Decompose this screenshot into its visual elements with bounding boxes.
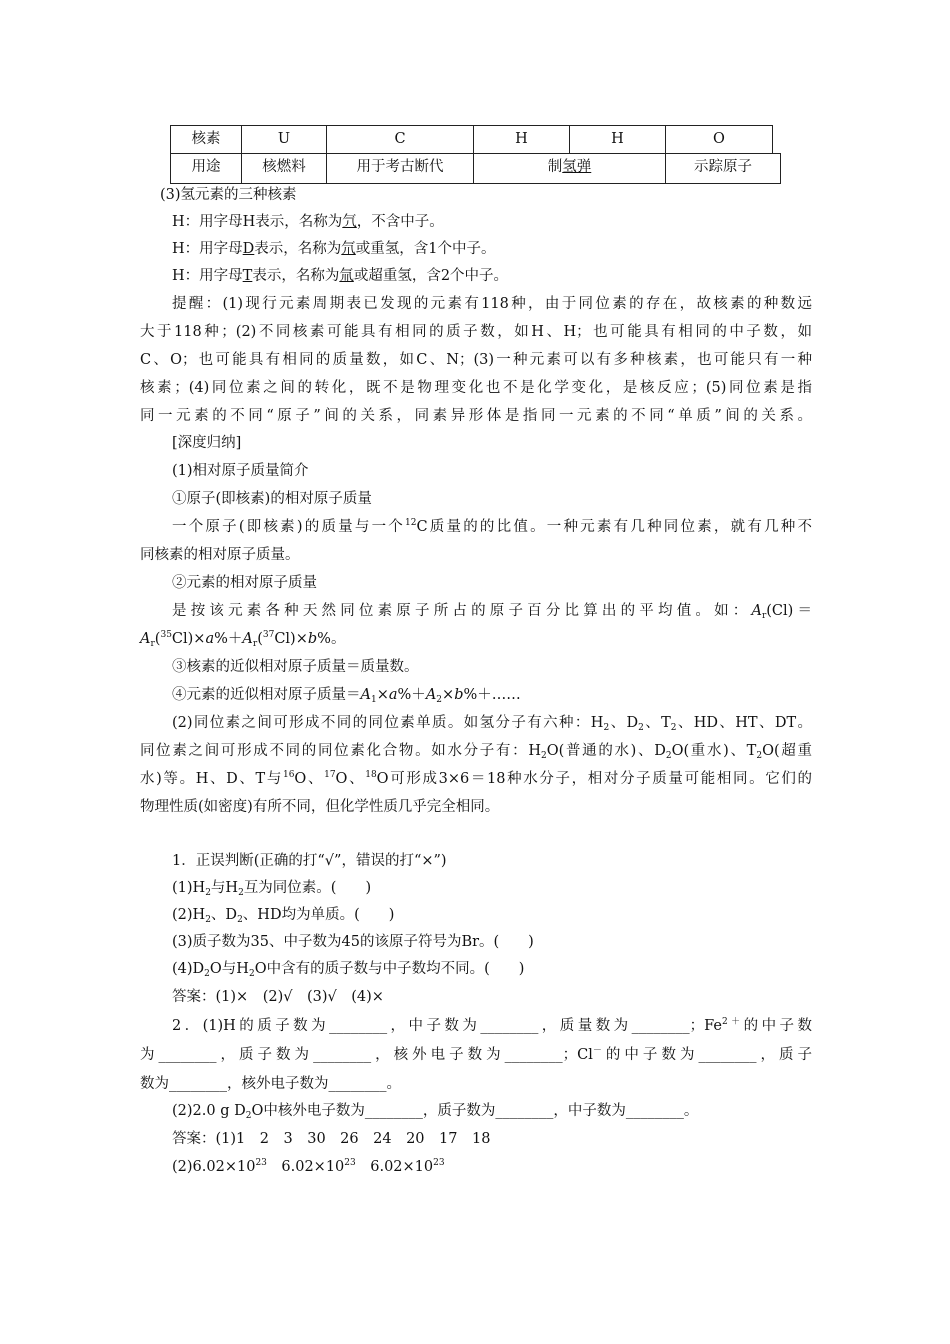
text: × xyxy=(376,687,389,703)
text: O(重水)、T xyxy=(671,743,757,759)
answer-line xyxy=(172,1157,445,1177)
text: O、 xyxy=(294,771,325,787)
underlined-text: 氘 xyxy=(341,241,356,257)
table-cell: 用途 xyxy=(170,153,242,184)
text: %＋…… xyxy=(463,687,521,703)
table-cell: O xyxy=(665,125,773,154)
superscript: 18 xyxy=(365,770,377,780)
paragraph-line: ③核素的近似相对原子质量＝质量数。 xyxy=(172,659,419,675)
italic-text: A xyxy=(242,631,253,647)
italic-text: A xyxy=(751,603,762,619)
table-cell: 用于考古断代 xyxy=(326,153,474,184)
section-heading: [深度归纳] xyxy=(172,435,242,451)
italic-text: a xyxy=(388,687,398,703)
subscript: 2 xyxy=(638,723,644,733)
text: 、D xyxy=(210,907,238,923)
paragraph-line xyxy=(172,713,812,733)
text: Cl)× xyxy=(171,631,206,647)
text: (Cl)＝ xyxy=(766,603,813,619)
paragraph-line: 物理性质(如密度)有所不同，但化学性质几乎完全相同。 xyxy=(140,799,500,815)
subscript: 2 xyxy=(205,915,211,925)
table-cell: H xyxy=(569,125,666,154)
text: O、 xyxy=(335,771,366,787)
superscript: 2＋ xyxy=(721,1017,744,1027)
underlined-text: T xyxy=(242,268,253,284)
text: (2)6.02×10 xyxy=(172,1159,256,1175)
table-cell: C xyxy=(326,125,474,154)
question-item xyxy=(172,905,394,925)
text: 或重氢，含1个中子。 xyxy=(355,241,496,257)
text: 6.02×10 xyxy=(355,1159,434,1175)
text: O(超重 xyxy=(762,743,813,759)
text: (2)2.0 g D xyxy=(172,1103,246,1119)
text: %＋ xyxy=(397,687,426,703)
text: × xyxy=(442,687,455,703)
paragraph-line: 提醒：(1)现行元素周期表已发现的元素有118种，由于同位素的存在，故核素的种数远 xyxy=(172,296,812,312)
italic-text: A xyxy=(360,687,371,703)
text: 、HD、HT、DT。 xyxy=(676,715,813,731)
paragraph-line: 大于118种；(2)不同核素可能具有相同的质子数，如H、H；也可能具有相同的中子数，如 xyxy=(140,324,812,340)
subheading: ②元素的相对原子质量 xyxy=(172,575,317,591)
text: (2)同位素之间可形成不同的同位素单质。如氢分子有六种：H xyxy=(172,715,604,731)
subscript: r xyxy=(252,639,258,649)
text: 的中子数为________，质子 xyxy=(601,1047,812,1063)
subscript: 2 xyxy=(665,751,672,761)
text: Cl)× xyxy=(274,631,308,647)
subscript: 1 xyxy=(370,695,377,705)
question-title: 1．正误判断(正确的打“√”，错误的打“×”) xyxy=(172,853,447,869)
text: H：用字母 xyxy=(172,268,243,284)
subscript: 2 xyxy=(670,723,677,733)
subscript: 2 xyxy=(603,723,610,733)
italic-text: A xyxy=(140,631,151,647)
subscript: 2 xyxy=(205,888,211,898)
italic-text: b xyxy=(307,631,318,647)
question-item: (3)质子数为35、中子数为45的该原子符号为Br。( ) xyxy=(172,934,534,950)
italic-text: b xyxy=(454,687,464,703)
subscript: 2 xyxy=(436,695,443,705)
question-item xyxy=(172,878,371,898)
text: 是按该元素各种天然同位素原子所占的原子百分比算出的平均值。如： xyxy=(172,603,752,619)
text: H：用字母H表示，名称为 xyxy=(172,214,343,230)
text: 或超重氢，含2个中子。 xyxy=(353,268,509,284)
text: ( xyxy=(257,631,263,647)
superscript: 12 xyxy=(405,518,417,528)
table-cell xyxy=(473,153,666,184)
subscript: 2 xyxy=(238,888,244,898)
section-heading: (3)氢元素的三种核素 xyxy=(160,187,297,203)
text: H：用字母 xyxy=(172,241,243,257)
subscript: 2 xyxy=(204,969,210,979)
table-cell: 核燃料 xyxy=(241,153,327,184)
superscript: 23 xyxy=(255,1158,267,1168)
text: C质量的的比值。一种元素有几种同位素，就有几种不 xyxy=(416,519,812,535)
table-cell: 核素 xyxy=(170,125,242,154)
text: 6.02×10 xyxy=(266,1159,345,1175)
text-line xyxy=(172,266,508,286)
text: 水)等。H、D、T与 xyxy=(140,771,283,787)
text-line xyxy=(172,239,496,259)
subheading: ①原子(即核素)的相对原子质量 xyxy=(172,491,372,507)
underlined-text: D xyxy=(242,241,255,257)
superscript: 35 xyxy=(160,630,172,640)
table-text: 制 xyxy=(547,159,563,175)
subheading: (1)相对原子质量简介 xyxy=(172,463,309,479)
text: 互为同位素。( ) xyxy=(243,880,372,896)
text: 表示，名称为 xyxy=(252,268,340,284)
italic-text: A xyxy=(425,687,437,703)
paragraph-line: 同核素的相对原子质量。 xyxy=(140,547,300,563)
formula-line xyxy=(140,629,345,649)
question-line: 数为________，核外电子数为________。 xyxy=(140,1076,401,1092)
subscript: 2 xyxy=(237,915,243,925)
paragraph-line: C、O；也可能具有相同的质量数，如C、N；(3)一种元素可以有多种核素，也可能只有一种 xyxy=(140,352,812,368)
superscript: 23 xyxy=(344,1158,356,1168)
text: 为________，质子数为________，核外电子数为________；Cl xyxy=(140,1047,593,1063)
italic-text: a xyxy=(205,631,215,647)
superscript: 17 xyxy=(324,770,336,780)
underlined-text: 氚 xyxy=(339,268,354,284)
subscript: 2 xyxy=(541,751,547,761)
text: 表示，名称为 xyxy=(254,241,342,257)
subscript: 2 xyxy=(248,969,255,979)
text: ④元素的近似相对原子质量＝ xyxy=(172,687,361,703)
paragraph-line xyxy=(172,601,812,621)
question-line xyxy=(172,1101,698,1121)
text: O中核外电子数为________，质子数为________，中子数为________。 xyxy=(251,1103,699,1119)
text: ，不含中子。 xyxy=(356,214,444,230)
superscript: 23 xyxy=(433,1158,445,1168)
underlined-text: 氕 xyxy=(342,214,357,230)
superscript: 37 xyxy=(262,630,275,640)
paragraph-line: 同一元素的不同“原子”间的关系，同素异形体是指同一元素的不同“单质”间的关系。 xyxy=(140,408,812,424)
text: 与H xyxy=(210,880,239,896)
text: 、D xyxy=(609,715,639,731)
paragraph-line xyxy=(140,769,812,789)
text: O与H xyxy=(209,961,249,977)
text: %。 xyxy=(317,631,346,647)
paragraph-line xyxy=(140,741,812,761)
text: (4)D xyxy=(172,961,205,977)
formula-line xyxy=(172,685,521,705)
question-item xyxy=(172,959,524,979)
text: (2)H xyxy=(172,907,206,923)
text: ( xyxy=(154,631,161,647)
paragraph-line xyxy=(172,517,812,537)
text: 、HD均为单质。( ) xyxy=(242,907,395,923)
text-line xyxy=(172,212,444,232)
text: 、T xyxy=(643,715,671,731)
superscript: 16 xyxy=(282,770,295,780)
question-line xyxy=(172,1016,812,1036)
text: O(普通的水)、D xyxy=(546,743,666,759)
superscript: － xyxy=(592,1046,602,1056)
paragraph-line: 核素；(4)同位素之间的转化，既不是物理变化也不是化学变化，是核反应；(5)同位素是指 xyxy=(140,380,812,396)
table-cell: H xyxy=(473,125,570,154)
table-text-underlined: 氢弹 xyxy=(562,159,592,175)
question-line xyxy=(140,1045,812,1065)
subscript: r xyxy=(761,611,767,621)
subscript: r xyxy=(150,639,155,649)
table-cell: U xyxy=(241,125,327,154)
subscript: 2 xyxy=(245,1111,252,1121)
answer-line: 答案：(1)1 2 3 30 26 24 20 17 18 xyxy=(172,1131,491,1147)
text: O可形成3×6＝18种水分子，相对分子质量可能相同。它们的 xyxy=(376,771,813,787)
text: 的中子数 xyxy=(743,1018,813,1034)
text: (1)H xyxy=(172,880,206,896)
table-cell: 示踪原子 xyxy=(665,153,781,184)
text: 一个原子(即核素)的质量与一个 xyxy=(172,519,406,535)
text: %＋ xyxy=(214,631,243,647)
answer-line: 答案：(1)× (2)√ (3)√ (4)× xyxy=(172,989,384,1005)
text: O中含有的质子数与中子数均不同。( ) xyxy=(254,961,525,977)
subscript: 2 xyxy=(756,751,763,761)
text: 同位素之间可形成不同的同位素化合物。如水分子有：H xyxy=(140,743,541,759)
text: 2．(1)H的质子数为________，中子数为________，质量数为________；Fe xyxy=(172,1018,722,1034)
